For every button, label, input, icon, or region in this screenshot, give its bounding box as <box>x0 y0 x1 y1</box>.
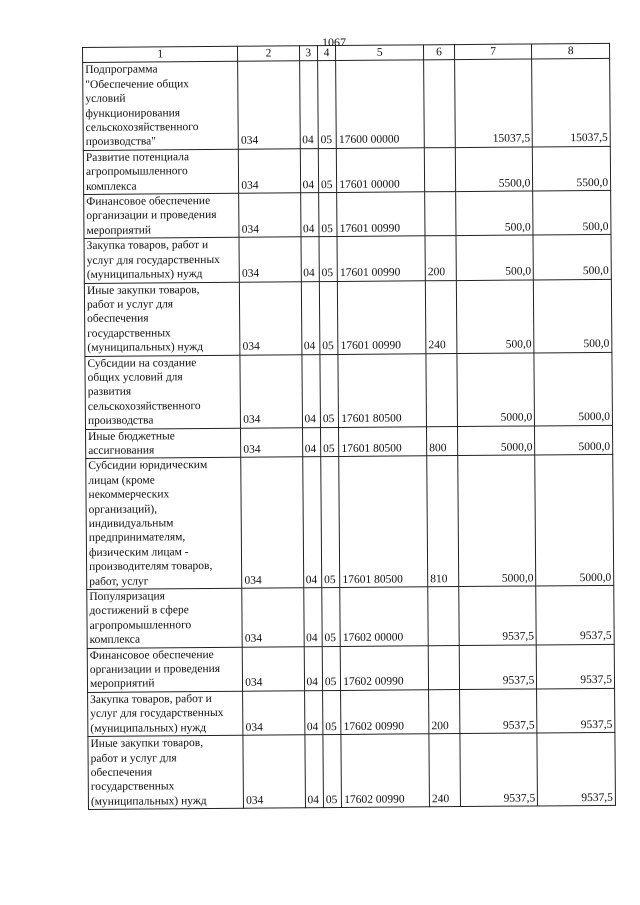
code-rz: 04 <box>304 735 323 808</box>
code-vr <box>424 60 455 148</box>
code-csr: 17602 00990 <box>341 734 429 808</box>
code-gr: 034 <box>241 457 303 588</box>
row-name-line: Финансовое обеспечение <box>89 648 214 662</box>
code-rz: 04 <box>303 588 322 647</box>
code-pr: 05 <box>321 457 340 588</box>
code-pr: 05 <box>322 646 341 690</box>
row-name-line: Закупка товаров, работ и <box>90 692 212 706</box>
code-rz: 04 <box>301 281 320 354</box>
table-row <box>84 235 611 283</box>
budget-table <box>82 43 616 810</box>
table-row <box>87 585 614 648</box>
row-name <box>83 149 239 194</box>
code-vr: 200 <box>425 236 456 280</box>
table-row <box>86 455 614 590</box>
code-vr <box>428 587 459 646</box>
code-pr: 05 <box>317 61 336 149</box>
row-name-line: некоммерческих <box>88 488 170 502</box>
column-header: 1 <box>83 46 238 63</box>
code-rz: 04 <box>302 457 321 588</box>
row-name-line: общих условий для <box>87 371 183 384</box>
code-gr: 034 <box>243 735 305 809</box>
amount-2020: 9537,5 <box>536 585 614 644</box>
row-name-line: сельскохозяйственного <box>85 121 199 135</box>
amount-2019: 500,0 <box>456 279 534 353</box>
amount-2019: 15037,5 <box>454 59 532 147</box>
row-name-line: производства" <box>85 135 156 149</box>
amount-2020: 9537,5 <box>537 732 615 806</box>
code-pr: 05 <box>320 427 339 457</box>
column-header: 2 <box>238 46 299 62</box>
row-name-line: Популяризация <box>89 590 166 603</box>
row-name-line: государственных <box>90 780 175 794</box>
code-gr: 034 <box>239 149 301 194</box>
amount-2020: 500,0 <box>534 279 612 353</box>
row-name-line: (муниципальных) нужд <box>90 721 207 735</box>
row-name-line: Развитие потенциала <box>85 151 190 164</box>
row-name-line: предпринимателям, <box>88 531 186 545</box>
row-name-line: достижений в сфере <box>89 604 189 618</box>
column-header: 7 <box>454 44 532 60</box>
amount-2019: 9537,5 <box>460 733 538 807</box>
code-vr <box>424 147 455 191</box>
row-name-line: обеспечения <box>87 312 149 326</box>
code-rz: 04 <box>304 691 323 735</box>
row-name-line: организации и проведения <box>89 662 221 677</box>
code-pr: 05 <box>319 237 338 281</box>
row-name-line: производителям товаров, <box>89 560 213 574</box>
table-row <box>84 190 611 238</box>
code-csr: 17601 00990 <box>337 192 425 237</box>
amount-2019: 9537,5 <box>459 689 537 734</box>
code-csr: 17601 80500 <box>338 353 426 427</box>
column-header: 5 <box>336 45 424 61</box>
code-vr <box>425 192 456 236</box>
row-name <box>83 62 239 151</box>
code-csr: 17601 00990 <box>337 236 425 281</box>
code-vr: 200 <box>429 689 460 733</box>
amount-2019: 5000,0 <box>457 455 536 586</box>
code-csr: 17601 00990 <box>338 280 426 354</box>
amount-2019: 5000,0 <box>457 426 535 456</box>
row-name-line: (муниципальных) нужд <box>86 268 203 282</box>
code-csr: 17601 80500 <box>339 426 427 457</box>
code-rz: 04 <box>299 61 318 149</box>
code-pr: 05 <box>318 148 337 192</box>
row-name-line: Подпрограмма <box>85 63 158 77</box>
row-name-line: услуг для государственных <box>86 253 220 267</box>
code-csr: 17602 00990 <box>341 690 429 735</box>
table-row <box>87 644 614 692</box>
code-gr: 034 <box>242 588 304 647</box>
row-name <box>84 238 240 283</box>
amount-2020: 5000,0 <box>535 455 614 586</box>
row-name-line: лицам (кроме <box>88 474 155 487</box>
row-name-line: организаций), <box>88 503 158 516</box>
row-name-line: Субсидии юридическим <box>88 459 208 473</box>
code-rz: 04 <box>300 148 319 192</box>
amount-2019: 9537,5 <box>458 586 536 645</box>
amount-2020: 9537,5 <box>537 644 615 689</box>
row-name-line: агропромышленного <box>89 619 192 632</box>
row-name-line: развития <box>87 385 132 399</box>
amount-2019: 9537,5 <box>459 645 537 690</box>
code-csr: 17602 00000 <box>340 587 428 646</box>
code-vr: 810 <box>427 456 459 587</box>
amount-2020: 5500,0 <box>533 146 611 191</box>
code-vr <box>426 353 457 426</box>
row-name-line: услуг для государственных <box>90 707 224 721</box>
row-name-line: индивидуальным <box>88 517 174 530</box>
row-name-line: комплекса <box>86 180 137 193</box>
row-name <box>88 691 244 736</box>
row-name <box>87 588 243 648</box>
row-name-line: Иные закупки товаров, <box>90 737 204 751</box>
code-vr: 800 <box>427 426 458 456</box>
row-name-line: комплекса <box>89 633 141 647</box>
column-header: 8 <box>532 43 610 59</box>
code-csr: 17601 00000 <box>337 148 425 193</box>
code-rz: 04 <box>301 354 320 427</box>
column-header: 3 <box>299 46 317 62</box>
amount-2019: 5000,0 <box>457 352 535 426</box>
row-name-line: "Обеспечение общих <box>85 77 190 91</box>
code-gr: 034 <box>239 237 301 282</box>
amount-2019: 500,0 <box>455 191 533 236</box>
code-pr: 05 <box>319 193 338 237</box>
row-name <box>88 735 244 809</box>
row-name-line: условий <box>85 92 126 106</box>
row-name <box>84 282 240 356</box>
table-row <box>86 425 613 459</box>
row-name-line: Субсидии на создание <box>87 356 197 370</box>
page-number: 1067 <box>322 35 346 49</box>
amount-2020: 9537,5 <box>537 688 615 733</box>
amount-2020: 5000,0 <box>535 425 613 455</box>
amount-2020: 5000,0 <box>534 352 612 426</box>
code-csr: 17601 80500 <box>339 456 428 587</box>
code-pr: 05 <box>322 690 341 734</box>
row-name-line: Иные закупки товаров, <box>86 283 200 297</box>
table-row <box>83 146 610 194</box>
code-gr: 034 <box>241 427 302 457</box>
row-name-line: Иные бюджетные <box>88 429 175 443</box>
row-name-line: государственных <box>87 327 171 340</box>
row-name-line: обеспечения <box>90 766 153 779</box>
code-rz: 04 <box>300 193 319 237</box>
code-gr: 034 <box>240 281 302 355</box>
table-row <box>85 352 613 429</box>
code-gr: 034 <box>242 646 304 691</box>
row-name-line: мероприятий <box>89 677 155 691</box>
code-csr: 17600 00000 <box>336 60 425 148</box>
row-name <box>87 647 243 692</box>
code-rz: 04 <box>304 646 323 690</box>
code-vr: 240 <box>429 734 460 807</box>
code-pr: 05 <box>319 281 338 354</box>
code-pr: 05 <box>322 588 341 647</box>
row-name-line: работ и услуг для <box>86 298 174 311</box>
row-name-line: сельскохозяйственного <box>87 399 201 413</box>
amount-2020: 15037,5 <box>532 59 610 147</box>
row-name-line: производства <box>87 414 154 428</box>
column-header: 4 <box>317 46 335 62</box>
row-name <box>84 193 240 238</box>
row-name-line: работ и услуг для <box>90 751 177 765</box>
row-name-line: организации и проведения <box>86 209 217 223</box>
row-name-line: Закупка товаров, работ и <box>86 239 209 253</box>
table-row <box>83 59 611 151</box>
amount-2019: 500,0 <box>456 235 534 280</box>
row-name <box>86 458 242 590</box>
amount-2020: 500,0 <box>533 235 611 280</box>
code-gr: 034 <box>240 354 302 428</box>
amount-2019: 5500,0 <box>455 147 533 192</box>
table-row <box>88 688 615 736</box>
code-gr: 034 <box>238 61 300 149</box>
row-name-line: мероприятий <box>86 224 152 237</box>
code-vr <box>428 645 459 689</box>
code-pr: 05 <box>320 354 339 427</box>
row-name-line: ассигнования <box>88 444 155 457</box>
code-rz: 04 <box>300 237 319 281</box>
row-name-line: работ, услуг <box>89 575 149 588</box>
row-name <box>86 428 241 459</box>
code-pr: 05 <box>323 735 342 808</box>
row-name-line: функционирования <box>85 106 181 120</box>
row-name <box>85 355 241 429</box>
row-name-line: (муниципальных) нужд <box>90 794 207 808</box>
row-name-line: (муниципальных) нужд <box>87 341 204 355</box>
column-header: 6 <box>424 45 455 61</box>
row-name-line: Финансовое обеспечение <box>86 195 211 209</box>
code-gr: 034 <box>243 691 305 736</box>
amount-2020: 500,0 <box>533 190 611 235</box>
code-csr: 17602 00990 <box>340 645 428 690</box>
table-row <box>84 279 612 356</box>
row-name-line: агропромышленного <box>85 165 188 179</box>
code-rz: 04 <box>302 427 321 457</box>
code-gr: 034 <box>239 193 301 238</box>
row-name-line: физическим лицам - <box>88 545 189 559</box>
code-vr: 240 <box>425 280 456 353</box>
table-row <box>88 732 616 809</box>
